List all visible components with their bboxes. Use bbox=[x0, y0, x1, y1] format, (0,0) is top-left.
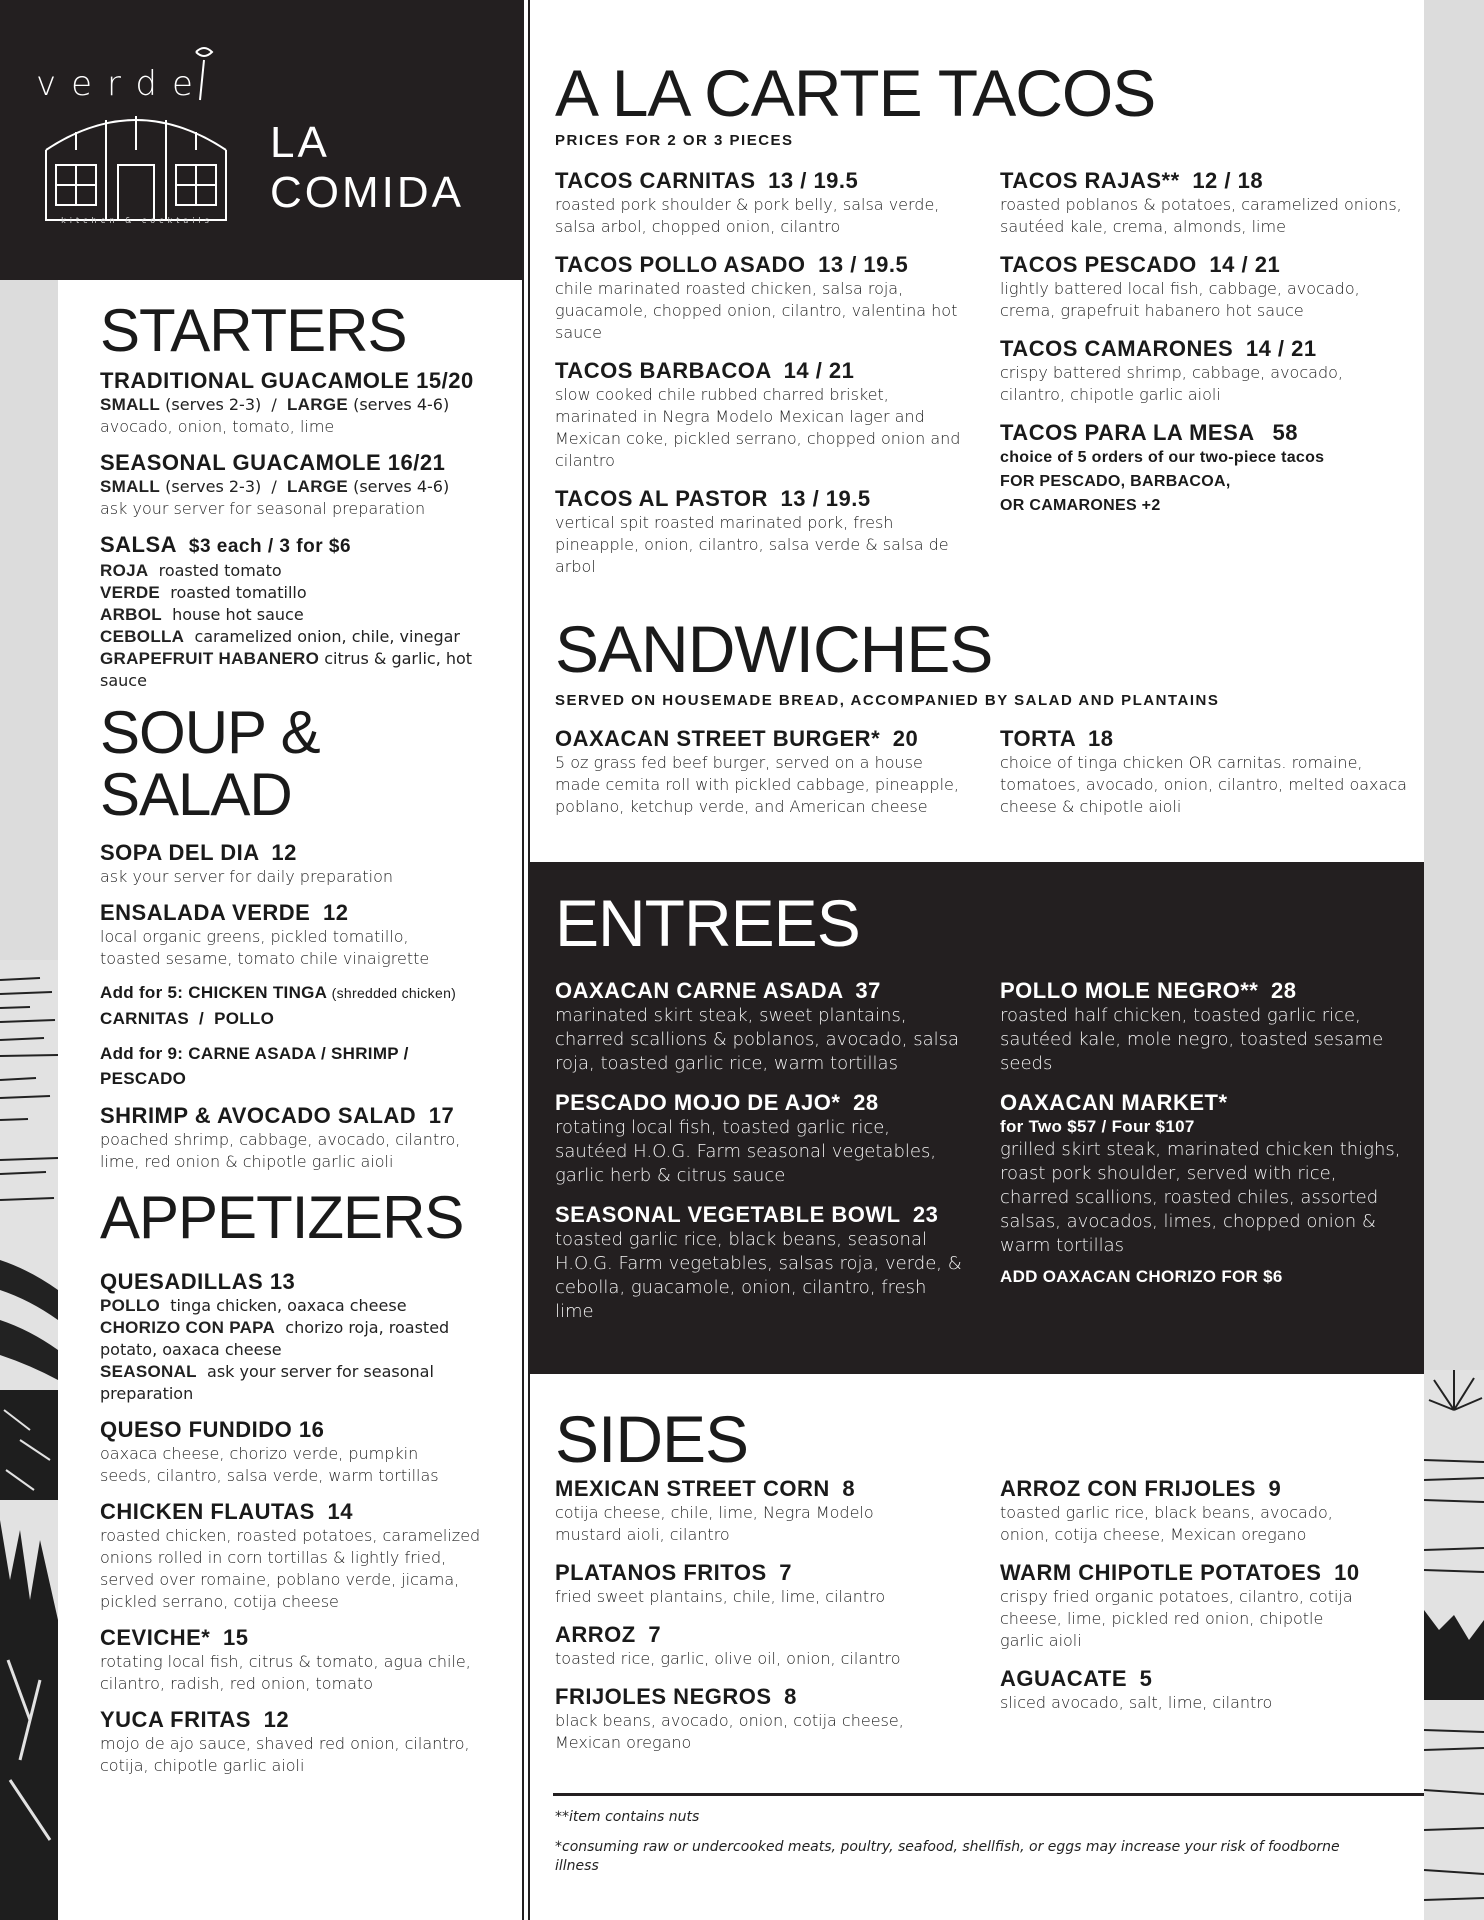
item-price: 12 bbox=[263, 1707, 290, 1732]
item-name: ARROZ CON FRIJOLES bbox=[1000, 1476, 1256, 1501]
item-desc: 5 oz grass fed beef burger, served on a house made cemita roll with pickled cabbage, pineapple, poblano, ketchup verde, and American cheese bbox=[555, 753, 959, 816]
size-options bbox=[100, 476, 520, 498]
item-desc: rotating local fish, citrus & tomato, agua chile, cilantro, radish, red onion, tomato bbox=[100, 1652, 471, 1693]
quesadilla-option-name: POLLO bbox=[100, 1296, 161, 1315]
item-name-line bbox=[555, 358, 965, 384]
item-desc: marinated skirt steak, sweet plantains, charred scallions & poblanos, avocado, salsa roja, toasted garlic rice, warm tortillas bbox=[555, 1005, 960, 1074]
tacos-note: PRICES FOR 2 OR 3 PIECES bbox=[555, 132, 794, 149]
item-price: 14 / 21 bbox=[783, 358, 855, 383]
item-desc: avocado, onion, tomato, lime bbox=[100, 417, 335, 436]
entrees-col-2 bbox=[1000, 978, 1410, 1289]
item-desc: poached shrimp, cabbage, avocado, cilantro, lime, red onion & chipotle garlic aioli bbox=[100, 1130, 461, 1171]
size-small-label: SMALL bbox=[100, 395, 161, 414]
item-desc: roasted half chicken, toasted garlic rice, sautéed kale, mole negro, toasted sesame seeds bbox=[1000, 1005, 1384, 1074]
item-price: 14 bbox=[327, 1499, 353, 1524]
size-small-note: (serves 2-3) bbox=[165, 395, 262, 414]
item-price: 8 bbox=[784, 1684, 797, 1709]
item-name: OAXACAN CARNE ASADA bbox=[555, 978, 843, 1003]
item-name: AGUACATE bbox=[1000, 1666, 1128, 1691]
menu-item bbox=[1000, 1476, 1410, 1546]
salsa-option-desc: roasted tomatillo bbox=[170, 583, 307, 602]
menu-item bbox=[100, 900, 520, 970]
sandwiches-section bbox=[530, 590, 1424, 862]
item-name-line bbox=[1000, 978, 1410, 1004]
menu-item bbox=[555, 978, 965, 1076]
salsa-option bbox=[100, 648, 490, 692]
item-name-line bbox=[555, 1476, 965, 1502]
page-title-line1: LA bbox=[270, 118, 330, 167]
menu-item bbox=[100, 450, 520, 520]
left-column bbox=[100, 297, 520, 1777]
entrees-section bbox=[530, 862, 1424, 1374]
item-desc: local organic greens, pickled tomatillo, toasted sesame, tomato chile vinaigrette bbox=[100, 927, 430, 968]
item-name-line bbox=[100, 840, 520, 866]
item-desc: rotating local fish, toasted garlic rice, sautéed H.O.G. Farm seasonal vegetables, garlic herb & citrus sauce bbox=[555, 1117, 937, 1186]
item-name-line bbox=[1000, 420, 1410, 446]
item-name: PESCADO MOJO DE AJO* bbox=[555, 1090, 841, 1115]
menu-item bbox=[100, 368, 520, 438]
tacos-para-la-mesa bbox=[1000, 420, 1410, 518]
item-name-line bbox=[1000, 726, 1410, 752]
size-large-label: LARGE bbox=[286, 395, 348, 414]
menu-item bbox=[555, 1684, 965, 1754]
item-name-line bbox=[555, 1560, 965, 1586]
salsa-option bbox=[100, 560, 520, 582]
addon-5-more: CARNITAS / POLLO bbox=[100, 1009, 275, 1028]
salsa-option bbox=[100, 626, 520, 648]
menu-item bbox=[1000, 1666, 1410, 1714]
salsa-option-name: ROJA bbox=[100, 561, 149, 580]
page-title-line2: COMIDA bbox=[270, 168, 464, 217]
menu-item bbox=[555, 358, 965, 472]
menu-item bbox=[100, 1625, 520, 1695]
item-price: 7 bbox=[648, 1622, 662, 1647]
sandwiches-note: SERVED ON HOUSEMADE BREAD, ACCOMPANIED BY SALAD AND PLANTAINS bbox=[555, 692, 1220, 709]
size-options bbox=[100, 394, 520, 416]
salsa-option bbox=[100, 582, 520, 604]
salsa-option-desc: house hot sauce bbox=[172, 605, 304, 624]
size-separator: / bbox=[271, 395, 277, 414]
item-desc: grilled skirt steak, marinated chicken thighs, roast pork shoulder, served with rice, charred scallions, roasted chiles, assorted salsas, avocados, limes, chopped onion & warm tortillas bbox=[1000, 1139, 1401, 1256]
item-name: FRIJOLES NEGROS bbox=[555, 1684, 772, 1709]
item-price: 28 bbox=[853, 1090, 879, 1115]
item-price: 13 bbox=[269, 1269, 296, 1294]
item-name-line bbox=[100, 1269, 520, 1295]
menu-item bbox=[100, 1707, 520, 1777]
menu-item bbox=[555, 486, 965, 578]
item-desc: crispy fried organic potatoes, cilantro, cotija cheese, lime, pickled red onion, chipotle garlic aioli bbox=[1000, 1587, 1353, 1650]
item-name: ARROZ bbox=[555, 1622, 636, 1647]
item-price: 12 / 18 bbox=[1192, 168, 1264, 193]
menu-item bbox=[555, 1476, 965, 1546]
item-name-line bbox=[1000, 336, 1410, 362]
item-name: SEASONAL VEGETABLE BOWL bbox=[555, 1202, 901, 1227]
salsa-item bbox=[100, 532, 520, 692]
quesadilla-option bbox=[100, 1361, 490, 1405]
quesadilla-option-desc: tinga chicken, oaxaca cheese bbox=[170, 1296, 407, 1315]
size-large-note: (serves 4-6) bbox=[353, 395, 450, 414]
item-price: 15/20 bbox=[416, 368, 474, 393]
addon-5-note: (shredded chicken) bbox=[331, 985, 457, 1001]
item-name-line bbox=[100, 900, 520, 926]
item-name: PLATANOS FRITOS bbox=[555, 1560, 767, 1585]
item-name-line bbox=[1000, 1666, 1410, 1692]
menu-item bbox=[555, 1622, 965, 1670]
salsa-option bbox=[100, 604, 520, 626]
menu-item bbox=[100, 1103, 520, 1173]
size-large-note: (serves 4-6) bbox=[353, 477, 450, 496]
mesa-line-2: FOR PESCADO, BARBACOA, bbox=[1000, 473, 1231, 490]
sandwiches-col-1 bbox=[555, 726, 965, 818]
sandwiches-col-2 bbox=[1000, 726, 1410, 818]
item-name-line bbox=[100, 368, 520, 394]
item-price: 28 bbox=[1270, 978, 1297, 1003]
item-name: SEASONAL GUACAMOLE bbox=[100, 450, 382, 475]
item-name-line bbox=[1000, 1476, 1410, 1502]
footnote-raw: *consuming raw or undercooked meats, poultry, seafood, shellfish, or eggs may increase your risk of foodborne illness bbox=[555, 1839, 1340, 1874]
item-name: TACOS CAMARONES bbox=[1000, 336, 1234, 361]
item-name-line bbox=[555, 978, 965, 1004]
item-desc: roasted poblanos & potatoes, caramelized onions, sautéed kale, crema, almonds, lime bbox=[1000, 195, 1402, 236]
item-name-line bbox=[1000, 252, 1410, 278]
entrees-title: ENTREES bbox=[555, 886, 860, 960]
quesadilla-option-desc: chorizo roja, roasted potato, oaxaca cheese bbox=[100, 1318, 450, 1359]
item-name: WARM CHIPOTLE POTATOES bbox=[1000, 1560, 1322, 1585]
market-price-line: for Two $57 / Four $107 bbox=[1000, 1117, 1195, 1136]
woodcut-plant-art bbox=[1424, 1370, 1484, 1920]
size-separator: / bbox=[271, 477, 277, 496]
item-name: TACOS AL PASTOR bbox=[555, 486, 768, 511]
item-name: SALSA bbox=[100, 532, 177, 557]
menu-item bbox=[1000, 252, 1410, 322]
footer-rule bbox=[553, 1793, 1424, 1796]
item-name: CHICKEN FLAUTAS bbox=[100, 1499, 315, 1524]
item-price: 8 bbox=[842, 1476, 856, 1501]
tacos-section bbox=[530, 0, 1424, 590]
item-name-line bbox=[555, 1090, 965, 1116]
item-price: 7 bbox=[779, 1560, 792, 1585]
woodcut-landscape-art bbox=[0, 960, 58, 1920]
item-desc: toasted rice, garlic, olive oil, onion, cilantro bbox=[555, 1649, 901, 1668]
item-name-line bbox=[100, 532, 520, 560]
item-name-line bbox=[1000, 1560, 1410, 1586]
item-name-line bbox=[100, 1103, 520, 1129]
item-price: 9 bbox=[1268, 1476, 1282, 1501]
item-desc: lightly battered local fish, cabbage, avocado, crema, grapefruit habanero hot sauce bbox=[1000, 279, 1360, 320]
item-name: TACOS POLLO ASADO bbox=[555, 252, 806, 277]
item-name: SHRIMP & AVOCADO SALAD bbox=[100, 1103, 417, 1128]
item-desc: cotija cheese, chile, lime, Negra Modelo mustard aioli, cilantro bbox=[555, 1503, 874, 1544]
menu-item bbox=[555, 168, 965, 238]
menu-item bbox=[555, 1560, 965, 1608]
item-price: 10 bbox=[1334, 1560, 1360, 1585]
item-name-line bbox=[555, 726, 965, 752]
item-name: QUESO FUNDIDO bbox=[100, 1417, 293, 1442]
footnote-nuts: **item contains nuts bbox=[555, 1809, 700, 1825]
item-price: 18 bbox=[1088, 726, 1114, 751]
item-desc: ask your server for seasonal preparation bbox=[100, 499, 426, 518]
item-name: OAXACAN STREET BURGER* bbox=[555, 726, 881, 751]
salsa-option-name: ARBOL bbox=[100, 605, 162, 624]
menu-item bbox=[555, 1090, 965, 1188]
item-name: TRADITIONAL GUACAMOLE bbox=[100, 368, 410, 393]
item-price: 13 / 19.5 bbox=[780, 486, 871, 511]
addon-5 bbox=[100, 980, 520, 1031]
item-name: YUCA FRITAS bbox=[100, 1707, 251, 1732]
item-name-line bbox=[100, 450, 520, 476]
logo-block bbox=[0, 0, 522, 280]
item-price: 12 bbox=[271, 840, 297, 865]
item-desc: toasted garlic rice, black beans, avocado, onion, cotija cheese, Mexican oregano bbox=[1000, 1503, 1333, 1544]
item-price: 37 bbox=[855, 978, 881, 1003]
item-name-line bbox=[555, 168, 965, 194]
item-name: TACOS PARA LA MESA bbox=[1000, 420, 1254, 445]
item-price: 58 bbox=[1272, 420, 1298, 445]
item-price: 13 / 19.5 bbox=[818, 252, 909, 277]
item-name: OAXACAN MARKET* bbox=[1000, 1090, 1228, 1115]
item-price: 5 bbox=[1139, 1666, 1153, 1691]
tacos-col-1 bbox=[555, 168, 965, 578]
salsa-option-name: GRAPEFRUIT HABANERO bbox=[100, 649, 320, 668]
item-name-line bbox=[555, 252, 965, 278]
item-name: ENSALADA VERDE bbox=[100, 900, 311, 925]
right-woodcut-art bbox=[1424, 0, 1484, 1920]
quesadilla-option-name: SEASONAL bbox=[100, 1362, 197, 1381]
sides-col-1 bbox=[555, 1476, 965, 1754]
item-name: TACOS CARNITAS bbox=[555, 168, 756, 193]
quesadillas-item bbox=[100, 1269, 520, 1405]
item-desc: chile marinated roasted chicken, salsa roja, guacamole, chopped onion, cilantro, valentina hot sauce bbox=[555, 279, 958, 342]
item-name: POLLO MOLE NEGRO** bbox=[1000, 978, 1259, 1003]
item-name: SOPA DEL DIA bbox=[100, 840, 259, 865]
salsa-option-name: VERDE bbox=[100, 583, 161, 602]
salsa-option-desc: citrus & garlic, hot sauce bbox=[100, 649, 473, 690]
item-name-line bbox=[100, 1625, 520, 1651]
item-name-line bbox=[100, 1417, 520, 1443]
sides-col-2 bbox=[1000, 1476, 1410, 1714]
item-price: 17 bbox=[428, 1103, 455, 1128]
size-small-label: SMALL bbox=[100, 477, 161, 496]
item-price: 13 / 19.5 bbox=[768, 168, 859, 193]
quesadilla-option bbox=[100, 1317, 490, 1361]
tacos-col-2 bbox=[1000, 168, 1410, 518]
item-price: 14 / 21 bbox=[1245, 336, 1317, 361]
item-name: TACOS BARBACOA bbox=[555, 358, 771, 383]
salsa-option-desc: caramelized onion, chile, vinegar bbox=[194, 627, 460, 646]
item-price: $3 each / 3 for $6 bbox=[188, 536, 352, 557]
item-price: 16/21 bbox=[387, 450, 446, 475]
appetizers-title: APPETIZERS bbox=[100, 1184, 464, 1251]
item-desc: roasted chicken, roasted potatoes, caramelized onions rolled in corn tortillas & lightly fried, served over romaine, poblano verde, jicama, pickled serrano, cotija cheese bbox=[100, 1526, 481, 1611]
market-addon: ADD OAXACAN CHORIZO FOR $6 bbox=[1000, 1267, 1283, 1286]
menu-item bbox=[100, 840, 520, 888]
item-name-line bbox=[100, 1499, 520, 1525]
size-small-note: (serves 2-3) bbox=[165, 477, 262, 496]
quesadilla-option-name: CHORIZO CON PAPA bbox=[100, 1318, 276, 1337]
logo-tagline: kitchen & cocktails bbox=[61, 216, 213, 225]
menu-item bbox=[555, 726, 965, 818]
menu-item bbox=[555, 1202, 965, 1324]
entrees-col-1 bbox=[555, 978, 965, 1324]
column-divider bbox=[522, 0, 530, 1920]
item-name-line bbox=[555, 1622, 965, 1648]
quesadilla-option-desc: ask your server for seasonal preparation bbox=[100, 1362, 434, 1403]
mesa-line-3: OR CAMARONES +2 bbox=[1000, 497, 1161, 514]
soup-salad-title: SOUP & SALAD bbox=[100, 699, 320, 828]
mesa-line-1: choice of 5 orders of our two-piece tacos bbox=[1000, 449, 1325, 466]
item-name: TACOS RAJAS** bbox=[1000, 168, 1180, 193]
item-name-line bbox=[555, 1684, 965, 1710]
item-name: TORTA bbox=[1000, 726, 1076, 751]
menu-item bbox=[1000, 336, 1410, 406]
item-desc: slow cooked chile rubbed charred brisket, marinated in Negra Modelo Mexican lager and Mexican coke, pickled serrano, chopped onion and cilantro bbox=[555, 385, 961, 470]
left-woodcut-art bbox=[0, 280, 58, 1920]
item-price: 14 / 21 bbox=[1209, 252, 1281, 277]
addon-9: Add for 9: CARNE ASADA / SHRIMP / PESCADO bbox=[100, 1044, 409, 1088]
starters-title: STARTERS bbox=[100, 297, 407, 364]
sides-section bbox=[530, 1374, 1424, 1794]
item-desc: toasted garlic rice, black beans, seasonal H.O.G. Farm vegetables, salsas roja, verde, & cebolla, guacamole, onion, cilantro, fresh lime bbox=[555, 1229, 962, 1322]
menu-item bbox=[1000, 978, 1410, 1076]
item-desc: black beans, avocado, onion, cotija cheese, Mexican oregano bbox=[555, 1711, 904, 1752]
quesadilla-option bbox=[100, 1295, 520, 1317]
item-desc: oaxaca cheese, chorizo verde, pumpkin seeds, cilantro, salsa verde, warm tortillas bbox=[100, 1444, 439, 1485]
oaxacan-market-item bbox=[1000, 1090, 1410, 1289]
item-desc: ask your server for daily preparation bbox=[100, 867, 393, 886]
salsa-option-desc: roasted tomato bbox=[158, 561, 282, 580]
item-price: 23 bbox=[912, 1202, 939, 1227]
sides-title: SIDES bbox=[555, 1402, 749, 1476]
menu-item bbox=[100, 1417, 520, 1487]
menu-item bbox=[1000, 168, 1410, 238]
menu-item bbox=[1000, 1560, 1410, 1652]
item-desc: crispy battered shrimp, cabbage, avocado, cilantro, chipotle garlic aioli bbox=[1000, 363, 1343, 404]
menu-item bbox=[555, 252, 965, 344]
tacos-title: A LA CARTE TACOS bbox=[555, 56, 1156, 130]
item-name: QUESADILLAS bbox=[100, 1269, 264, 1294]
item-desc: sliced avocado, salt, lime, cilantro bbox=[1000, 1693, 1273, 1712]
item-price: 16 bbox=[298, 1417, 325, 1442]
item-name-line bbox=[1000, 168, 1410, 194]
sandwiches-title: SANDWICHES bbox=[555, 612, 993, 686]
item-price: 20 bbox=[892, 726, 919, 751]
page-title bbox=[270, 118, 464, 218]
item-price: 15 bbox=[222, 1625, 249, 1650]
item-desc: choice of tinga chicken OR carnitas. romaine, tomatoes, avocado, onion, cilantro, melted oaxaca cheese & chipotle aioli bbox=[1000, 753, 1407, 816]
menu-item bbox=[1000, 726, 1410, 818]
verde-wordmark: verde bbox=[36, 64, 208, 104]
item-desc: fried sweet plantains, chile, lime, cilantro bbox=[555, 1587, 886, 1606]
item-desc: vertical spit roasted marinated pork, fresh pineapple, onion, cilantro, salsa verde & salsa de arbol bbox=[555, 513, 949, 576]
item-desc: mojo de ajo sauce, shaved red onion, cilantro, cotija, chipotle garlic aioli bbox=[100, 1734, 470, 1775]
item-name: MEXICAN STREET CORN bbox=[555, 1476, 830, 1501]
addon-5-label: Add for 5: CHICKEN TINGA bbox=[100, 983, 327, 1002]
addon-5-line bbox=[100, 980, 520, 1006]
item-price: 12 bbox=[322, 900, 349, 925]
item-name: CEVICHE* bbox=[100, 1625, 211, 1650]
item-name: TACOS PESCADO bbox=[1000, 252, 1197, 277]
item-desc: roasted pork shoulder & pork belly, salsa verde, salsa arbol, chopped onion, cilantro bbox=[555, 195, 940, 236]
menu-item bbox=[100, 1499, 520, 1613]
item-name-line bbox=[555, 1202, 965, 1228]
size-large-label: LARGE bbox=[286, 477, 348, 496]
item-name-line bbox=[100, 1707, 520, 1733]
item-name-line bbox=[555, 486, 965, 512]
salsa-option-name: CEBOLLA bbox=[100, 627, 185, 646]
